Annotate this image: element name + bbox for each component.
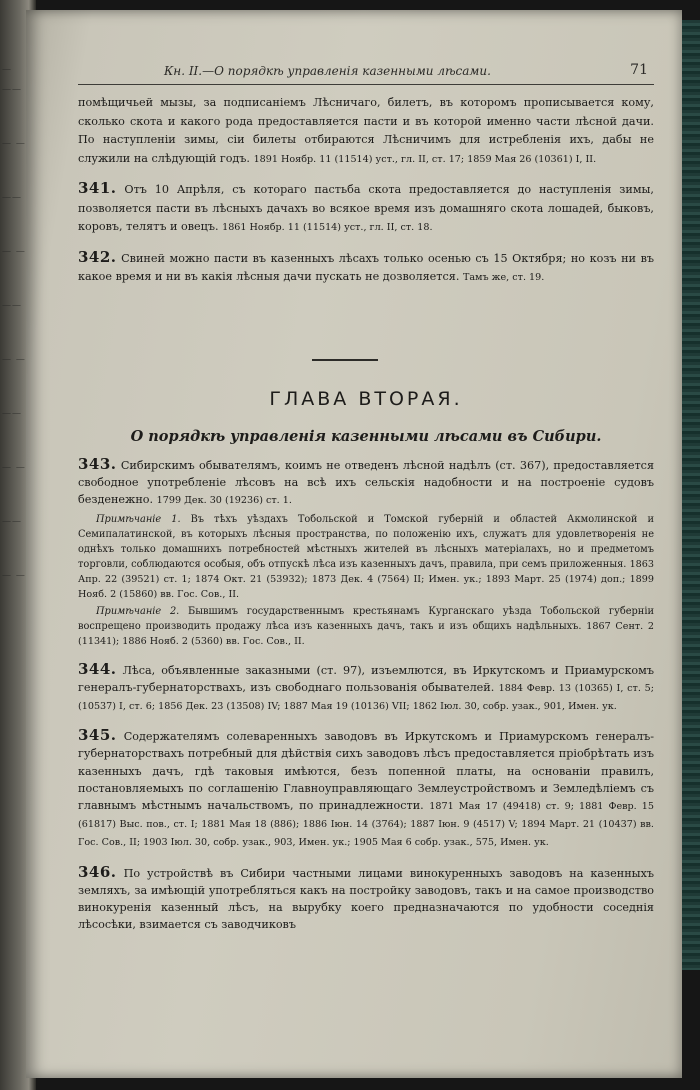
article-344-citation: 1884 Февр. 13 (10365) I, ст. 5; (10537) I, ст. 6; 1856 Дек. 23 (13508) IV; 1887 Мая 19 (10136) VII; 1862 Іюл. 30, собр. узак., 901, Имен. ук. — [78, 682, 654, 713]
article-345-text: Содержателямъ солеваренныхъ заводовъ въ Иркутскомъ и Приамурскомъ генералъ-губернаторствахъ потребный для дѣйствія сихъ заводовъ лѣсъ предоставляется пріобрѣтать изъ казенныхъ дачъ, гдѣ таковыя имѣются, безъ попенной платы, на основаніи правилъ, постановляемыхъ по соглашенію Главноуправляющаго Землеустройствомъ и Земледѣліемъ съ главнымъ мѣстнымъ начальствомъ, по принадлежности. — [78, 730, 654, 813]
article-344-text: Лѣса, объявленные заказными (ст. 97), изъемлются, въ Иркутскомъ и Приамурскомъ генералъ-губернаторствахъ, изъ свободнаго пользованія обывателей. — [78, 663, 654, 694]
article-345-number: 345. — [78, 726, 117, 745]
article-343 — [78, 456, 654, 510]
chapter-body — [78, 456, 654, 933]
chapter-subtitle: О порядкѣ управленія казенными лѣсами въ Сибири. — [130, 428, 602, 445]
continued-paragraph-citation: 1891 Ноябр. 11 (11514) уст., гл. II, ст. 17; 1859 Мая 26 (10361) I, II. — [253, 153, 597, 165]
chapter-title: ГЛАВА ВТОРАЯ. — [269, 388, 463, 410]
note-1 — [78, 512, 654, 602]
article-345 — [78, 727, 654, 851]
article-345-citation: 1871 Мая 17 (49418) ст. 9; 1881 Февр. 15 (61817) Выс. пов., ст. I; 1881 Мая 18 (886); 1886 Іюн. 14 (3764); 1887 Іюн. 9 (4517) V; 1894 Март. 21 (10437) вв. Гос. Сов., II; 1903 Іюл. 30, собр. узак., 903, Имен. ук.; 1905 Мая 6 собр. узак., 575, Имен. ук. — [78, 801, 654, 849]
note-1-label: Примѣчаніе 1. — [96, 513, 181, 525]
article-341 — [78, 179, 654, 238]
article-342-number: 342. — [78, 247, 117, 266]
article-342-text: Свиней можно пасти въ казенныхъ лѣсахъ только осенью съ 15 Октября; но козъ ни въ какое время и ни въ какія лѣсныя дачи пускать не дозволяется. — [78, 251, 654, 283]
article-341-text: Отъ 10 Апрѣля, съ котораго пастьба скота предоставляется до наступленія зимы, позволяется пасти въ лѣсныхъ дачахъ во всякое время изъ домашняго скота лошадей, быковъ, коровъ, телятъ и овецъ. — [78, 183, 654, 233]
note-2-citation: 1867 Сент. 2 (11341); 1886 Нояб. 2 (5360) вв. Гос. Сов., II. — [78, 620, 655, 647]
book-page — [26, 10, 682, 1078]
note-2-text: Бывшимъ государственнымъ крестьянамъ Курганскаго уѣзда Тобольской губерніи воспрещено производить продажу лѣса изъ казенныхъ дачъ, такъ и изъ общихъ надѣльныхъ. — [78, 605, 654, 632]
running-head-title: Кн. II.—О порядкѣ управленія казенными лѣсами. — [164, 64, 491, 78]
article-346-text: По устройствѣ въ Сибири частными лицами винокуренныхъ заводовъ на казенныхъ земляхъ, за имѣющій употребляться какъ на постройку заводовъ, такъ и на самое производство винокуренія казенный лѣсъ, на вырубку коего предназначаются по удобности соседнія лѣсосѣки, взимается съ заводчиковъ — [78, 866, 655, 932]
article-343-text: Сибирскимъ обывателямъ, коимъ не отведенъ лѣсной надѣлъ (ст. 367), предоставляется свободное употребленіе лѣсовъ на всѣ ихъ сельскія надобности и на построеніе судовъ безденежно. — [78, 459, 654, 507]
left-page-bleed-text: — —— — — —— — — —— — — —— — — —— — — — [2, 65, 26, 581]
note-1-citation: 1863 Апр. 22 (39521) ст. 1; 1874 Окт. 21 (53932); 1873 Дек. 4 (7564) II; Имен. ук.; 1893 Март. 25 (1974) доп.; 1899 Нояб. 2 (15860) вв. Гос. Сов., II. — [78, 558, 654, 600]
note-2 — [78, 604, 654, 649]
article-346 — [78, 864, 654, 934]
note-2-label: Примѣчаніе 2. — [96, 605, 180, 617]
article-341-citation: 1861 Ноябр. 11 (11514) уст., гл. II, ст. 18. — [222, 222, 433, 233]
article-344-number: 344. — [78, 659, 117, 678]
note-1-text: Въ тѣхъ уѣздахъ Тобольской и Томской губерній и областей Акмолинской и Семипалатинской, въ которыхъ лѣсныя пространства, по положенію ихъ, служатъ для удовлетворенія не однѣхъ только домашнихъ потребностей мѣстныхъ жителей въ лѣсныхъ матеріалахъ, но и предметомъ торговли, соблюдаются особыя, объ отпускѣ лѣса изъ казенныхъ дачъ, правила, при семъ приложенныя. — [78, 513, 654, 570]
article-343-number: 343. — [78, 455, 117, 473]
top-section — [78, 94, 654, 288]
article-346-number: 346. — [78, 862, 117, 881]
article-343-citation: 1799 Дек. 30 (19236) ст. 1. — [156, 495, 292, 507]
article-342 — [78, 248, 654, 288]
article-342-citation: Тамъ же, ст. 19. — [462, 272, 545, 283]
running-head — [78, 62, 654, 85]
page-number: 71 — [630, 62, 648, 78]
article-344 — [78, 661, 654, 716]
continued-paragraph-text: помѣщичьей мызы, за подписаніемъ Лѣсничаго, билетъ, въ которомъ прописывается кому, сколько скота и какого рода предоставляется пасти и въ которой именно части лѣсной дачи. По наступленіи зимы, сіи билеты отбираются Лѣсничимъ для истребленія ихъ, дабы не служили на слѣдующій годъ. — [78, 96, 654, 165]
article-341-number: 341. — [78, 179, 117, 197]
continued-paragraph — [78, 94, 654, 169]
section-divider — [312, 359, 378, 361]
